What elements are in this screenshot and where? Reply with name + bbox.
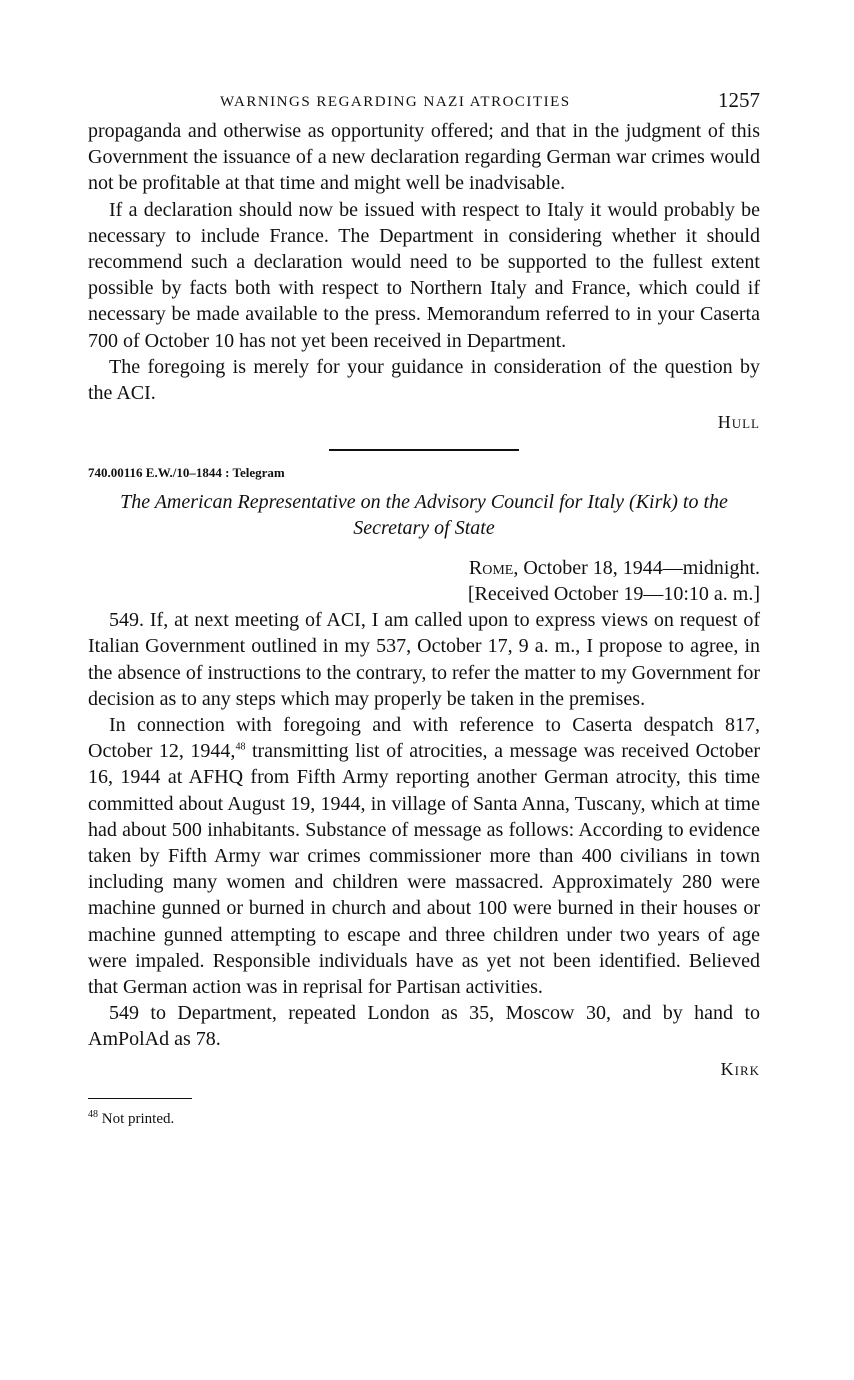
footnote-divider: [88, 1098, 192, 1099]
signature-hull: Hull: [717, 412, 760, 433]
document-reference: 740.00116 E.W./10–1844 : Telegram: [88, 465, 285, 481]
received-line: [Received October 19—10:10 a. m.]: [467, 583, 760, 606]
document-title: The American Representative on the Advisory Council for Italy (Kirk) to the Secretary of State: [120, 491, 728, 540]
paragraph: 549. If, at next meeting of ACI, I am called upon to express views on request of Italian Government outlined in my 537, October 17, 9 a. m., I propose to agree, in the absence of instructions to the contrary, to refer the matter to my Government for decision as to any steps which may properly be taken in the premises.: [88, 609, 760, 710]
footnote-reference: 48: [235, 741, 246, 753]
paragraph-text: transmitting list of atrocities, a message was received October 16, 1944 at AFHQ from Fifth Army reporting another German atrocity, this time committed about August 19, 1944, in village of Santa Anna, Tuscany, which at time had about 500 inhabitants. Substance of message as follows: According to evidence taken by Fifth Army war crimes commissioner more than 400 civilians in town including many women and children were massacred. Approximately 280 were machine gunned or burned in church and about 100 were burned in their houses or machine gunned attempting to escape and three children under two years of age were impaled. Responsible individuals have as yet not been identified. Believed that German action was in reprisal for Partisan activities.: [88, 740, 760, 999]
paragraph: propaganda and otherwise as opportunity offered; and that in the judgment of this Government the issuance of a new declaration regarding German war crimes would not be profitable at that time and might well be inadvisable.: [88, 120, 760, 195]
paragraph-text: In connection with foregoing and with reference to Caserta despatch 817, October 12, 1944,: [88, 714, 760, 763]
dateline-place: Rome: [468, 557, 514, 580]
footnote-text: Not printed.: [98, 1110, 175, 1127]
dateline: [88, 555, 760, 581]
page-number: 1257: [718, 88, 760, 112]
document-page: [88, 88, 760, 1128]
paragraph: If a declaration should now be issued with respect to Italy it would probably be necessary to include France. The Department in considering whether it should recommend such a declaration would need to be supported to the fullest extent possible by facts both with respect to Northern Italy and France, which could if necessary be made available to the press. Memorandum referred to in your Caserta 700 of October 10 has not yet been received in Department.: [88, 198, 760, 352]
paragraph: [88, 712, 760, 1000]
running-title: WARNINGS REGARDING NAZI ATROCITIES: [220, 94, 571, 110]
running-header: [88, 88, 760, 118]
paragraph: 549 to Department, repeated London as 35, Moscow 30, and by hand to AmPolAd as 78.: [88, 1002, 760, 1051]
footnote-marker: 48: [88, 1108, 98, 1120]
signature-kirk: Kirk: [720, 1058, 760, 1079]
section-divider: [329, 449, 519, 451]
dateline-date: , October 18, 1944—midnight.: [513, 557, 760, 580]
footnote: [88, 1108, 760, 1128]
paragraph: The foregoing is merely for your guidance in consideration of the question by the ACI.: [88, 355, 760, 405]
